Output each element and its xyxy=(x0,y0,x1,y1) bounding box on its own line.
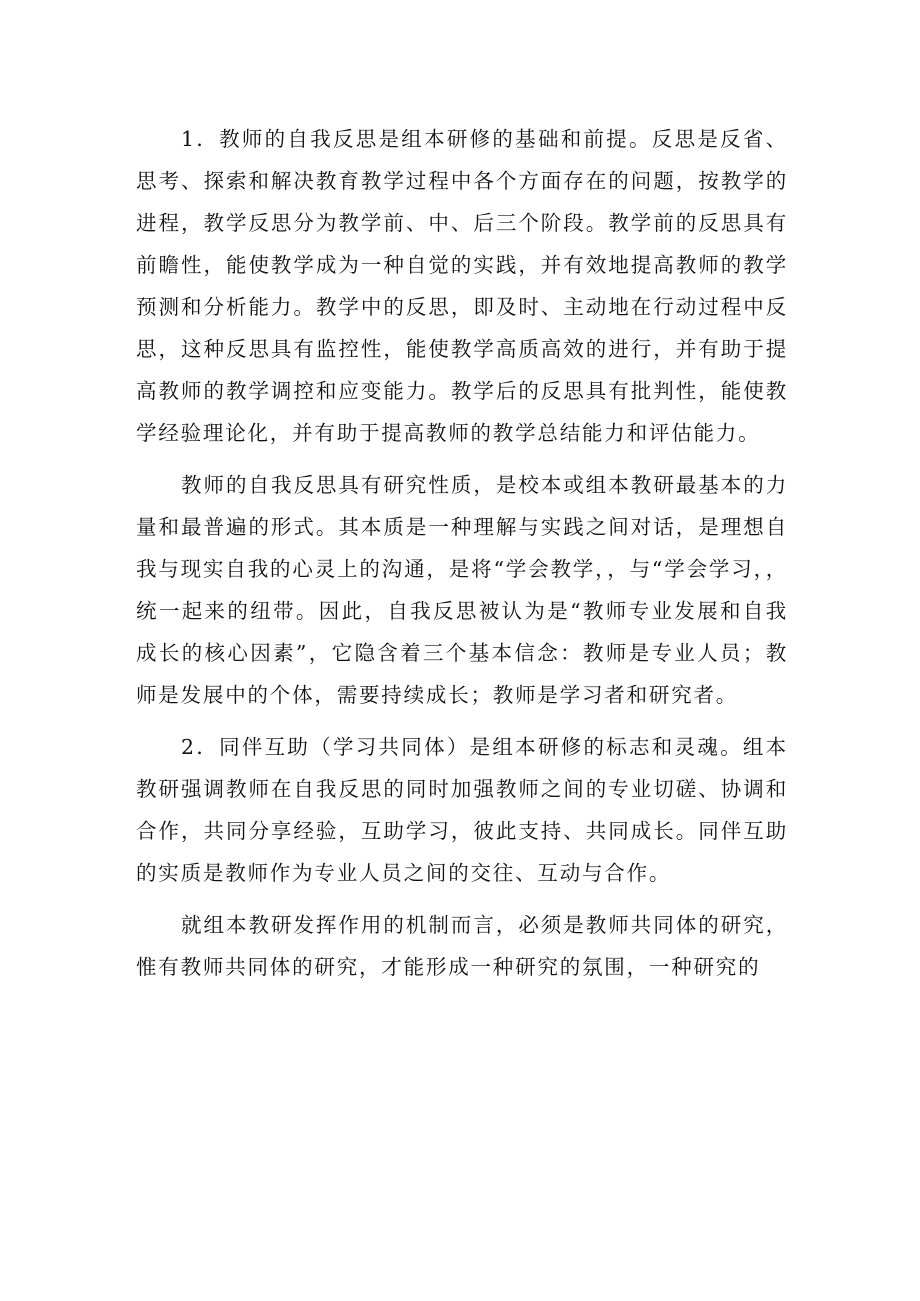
document-body xyxy=(136,118,788,998)
paragraph-reflection-nature: 教师的自我反思具有研究性质，是校本或组本教研最基本的力量和最普遍的形式。其本质是一种理解与实践之间对话，是理想自我与现实自我的心灵上的沟通，是将“学会教学，，与“学会学习，，统一起来的纽带。因此，自我反思被认为是“教师专业发展和自我成长的核心因素”，它隐含着三个基本信念：教师是专业人员；教师是发展中的个体，需要持续成长；教师是学习者和研究者。 xyxy=(136,473,788,707)
paragraph-community-research: 就组本教研发挥作用的机制而言，必须是教师共同体的研究，惟有教师共同体的研究，才能形成一种研究的氛围，一种研究的 xyxy=(136,913,788,979)
paragraph-peer-support: 2．同伴互助（学习共同体）是组本研修的标志和灵魂。组本教研强调教师在自我反思的同时加强教师之间的专业切磋、协调和合作，共同分享经验，互助学习，彼此支持、共同成长。同伴互助的实质是教师作为专业人员之间的交往、互动与合作。 xyxy=(136,735,788,885)
paragraph-self-reflection: 1．教师的自我反思是组本研修的基础和前提。反思是反省、思考、探索和解决教育教学过程中各个方面存在的问题，按教学的进程，教学反思分为教学前、中、后三个阶段。教学前的反思具有前瞻性，能使教学成为一种自觉的实践，并有效地提高教师的教学预测和分析能力。教学中的反思，即及时、主动地在行动过程中反思，这种反思具有监控性，能使教学高质高效的进行，并有助于提高教师的教学调控和应变能力。教学后的反思具有批判性，能使教学经验理论化，并有助于提高教师的教学总结能力和评估能力。 xyxy=(136,127,788,445)
